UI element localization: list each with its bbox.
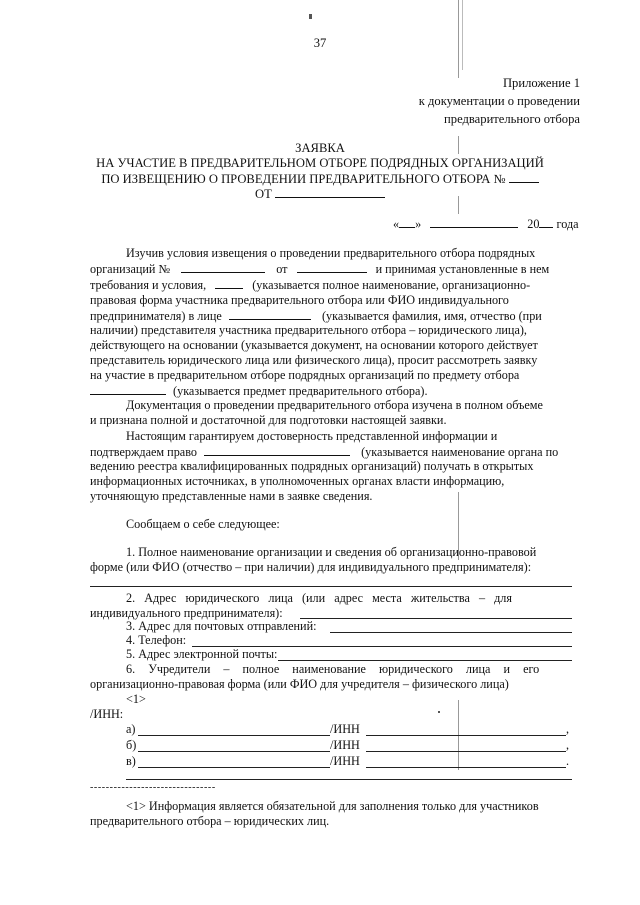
paragraph-line: Документация о проведении предварительного отбора изучена в полном объеме <box>126 398 543 412</box>
subject-field[interactable] <box>90 383 166 395</box>
representative-field[interactable] <box>229 308 311 320</box>
page-number: 37 <box>313 36 327 50</box>
item-line: 4. Телефон: <box>126 633 187 647</box>
paragraph-line: и признана полной и достаточной для подготовки настоящей заявки. <box>90 413 447 427</box>
scan-speck <box>438 711 440 713</box>
email-field[interactable] <box>278 660 572 661</box>
item-line: индивидуального предпринимателя): <box>90 606 283 620</box>
founder-name-field[interactable] <box>138 735 330 736</box>
document-subtitle: НА УЧАСТИЕ В ПРЕДВАРИТЕЛЬНОМ ОТБОРЕ ПОДРЯДНЫХ ОРГАНИЗАЦИЙ <box>96 156 544 170</box>
paragraph-line: требования и условия, (указывается полное наименование, организационно- <box>90 278 531 292</box>
date-day-field[interactable] <box>399 216 415 228</box>
registry-authority-field[interactable] <box>204 444 350 456</box>
legal-address-field[interactable] <box>300 618 572 619</box>
item-line: форме (или ФИО (отчество – при наличии) для индивидуального предпринимателя): <box>90 560 532 574</box>
item-line: 6. Учредители – полное наименование юридического лица и его <box>126 662 540 676</box>
scan-artifact-line <box>462 0 463 70</box>
paragraph-line: уточняющую представленные нами в заявке сведения. <box>90 489 373 503</box>
founder-end: , <box>566 738 570 752</box>
org-name-field[interactable] <box>90 586 572 587</box>
date-month-field[interactable] <box>430 216 518 228</box>
inn-label: /ИНН: <box>90 707 124 721</box>
footnote-ref: <1> <box>126 692 146 706</box>
document-subtitle: ПО ИЗВЕЩЕНИЮ О ПРОВЕДЕНИИ ПРЕДВАРИТЕЛЬНОГО ОТБОРА № <box>0 171 640 187</box>
org-date-field[interactable] <box>297 261 367 273</box>
footnote-separator: -------------------------------- <box>90 782 216 793</box>
date-year-field[interactable] <box>539 216 553 228</box>
paragraph-line: информационных источниках, в уполномоченных органах власти информацию, <box>90 474 505 488</box>
item-line: 1. Полное наименование организации и сведения об организационно-правовой <box>126 545 537 559</box>
paragraph-line: организаций № от и принимая установленные в нем <box>90 262 550 276</box>
participant-field[interactable] <box>215 277 243 289</box>
item-line: 5. Адрес электронной почты: <box>126 647 278 661</box>
paragraph-line: на участие в предварительном отборе подрядных организаций по предмету отбора <box>90 368 520 382</box>
founder-name-field[interactable] <box>138 751 330 752</box>
founder-end: , <box>566 722 570 736</box>
org-number-field[interactable] <box>181 261 265 273</box>
paragraph-line: действующего на основании (указывается документ, на основании которого действует <box>90 338 538 352</box>
appendix-line: к документации о проведении <box>418 94 580 108</box>
paragraph-line: подтверждаем право (указывается наименование органа по <box>90 445 559 459</box>
item-line: 3. Адрес для почтовых отправлений: <box>126 619 317 633</box>
paragraph-line: ведению реестра квалифицированных подрядных организаций) получать в открытых <box>90 459 534 473</box>
paragraph-line: Настоящим гарантируем достоверность представленной информации и <box>126 429 498 443</box>
item-line: организационно-правовая форма (или ФИО для учредителя – физического лица) <box>90 677 509 691</box>
paragraph-line: наличии) представителя участника предварительного отбора – юридического лица), <box>90 323 527 337</box>
founder-inn-label: /ИНН <box>330 754 360 768</box>
application-date: « » 20 года <box>393 217 579 231</box>
founder-letter: б) <box>126 738 137 752</box>
paragraph-line: правовая форма участника предварительного отбора или ФИО индивидуального <box>90 293 509 307</box>
paragraph-line: Изучив условия извещения о проведении предварительного отбора подрядных <box>126 246 536 260</box>
paragraph-line: предпринимателя) в лице (указывается фамилия, имя, отчество (при <box>90 309 542 323</box>
founder-name-field[interactable] <box>138 767 330 768</box>
founder-letter: в) <box>126 754 136 768</box>
founder-inn-label: /ИНН <box>330 722 360 736</box>
founder-inn-label: /ИНН <box>330 738 360 752</box>
appendix-title: Приложение 1 <box>502 76 580 90</box>
founder-letter: а) <box>126 722 136 736</box>
paragraph-line: (указывается предмет предварительного отбора). <box>90 383 428 399</box>
document-subtitle: ОТ <box>0 186 640 202</box>
footnote-text: предварительного отбора – юридических лиц. <box>90 814 330 828</box>
document-title: ЗАЯВКА <box>295 141 345 155</box>
notice-date-field[interactable] <box>275 186 385 198</box>
founder-inn-field[interactable] <box>366 767 566 768</box>
item-line: 2. Адрес юридического лица (или адрес места жительства – для <box>126 591 512 605</box>
paragraph-line: Сообщаем о себе следующее: <box>126 517 280 531</box>
footnote-text: <1> Информация является обязательной для заполнения только для участников <box>126 799 539 813</box>
founder-end: . <box>566 754 570 768</box>
founder-inn-field[interactable] <box>366 735 566 736</box>
notice-number-field[interactable] <box>509 171 539 183</box>
appendix-line: предварительного отбора <box>444 112 580 126</box>
paragraph-line: представитель юридического лица или физического лица), просит рассмотреть заявку <box>90 353 538 367</box>
postal-address-field[interactable] <box>330 632 572 633</box>
scan-speck <box>309 14 312 19</box>
founder-inn-field[interactable] <box>366 751 566 752</box>
